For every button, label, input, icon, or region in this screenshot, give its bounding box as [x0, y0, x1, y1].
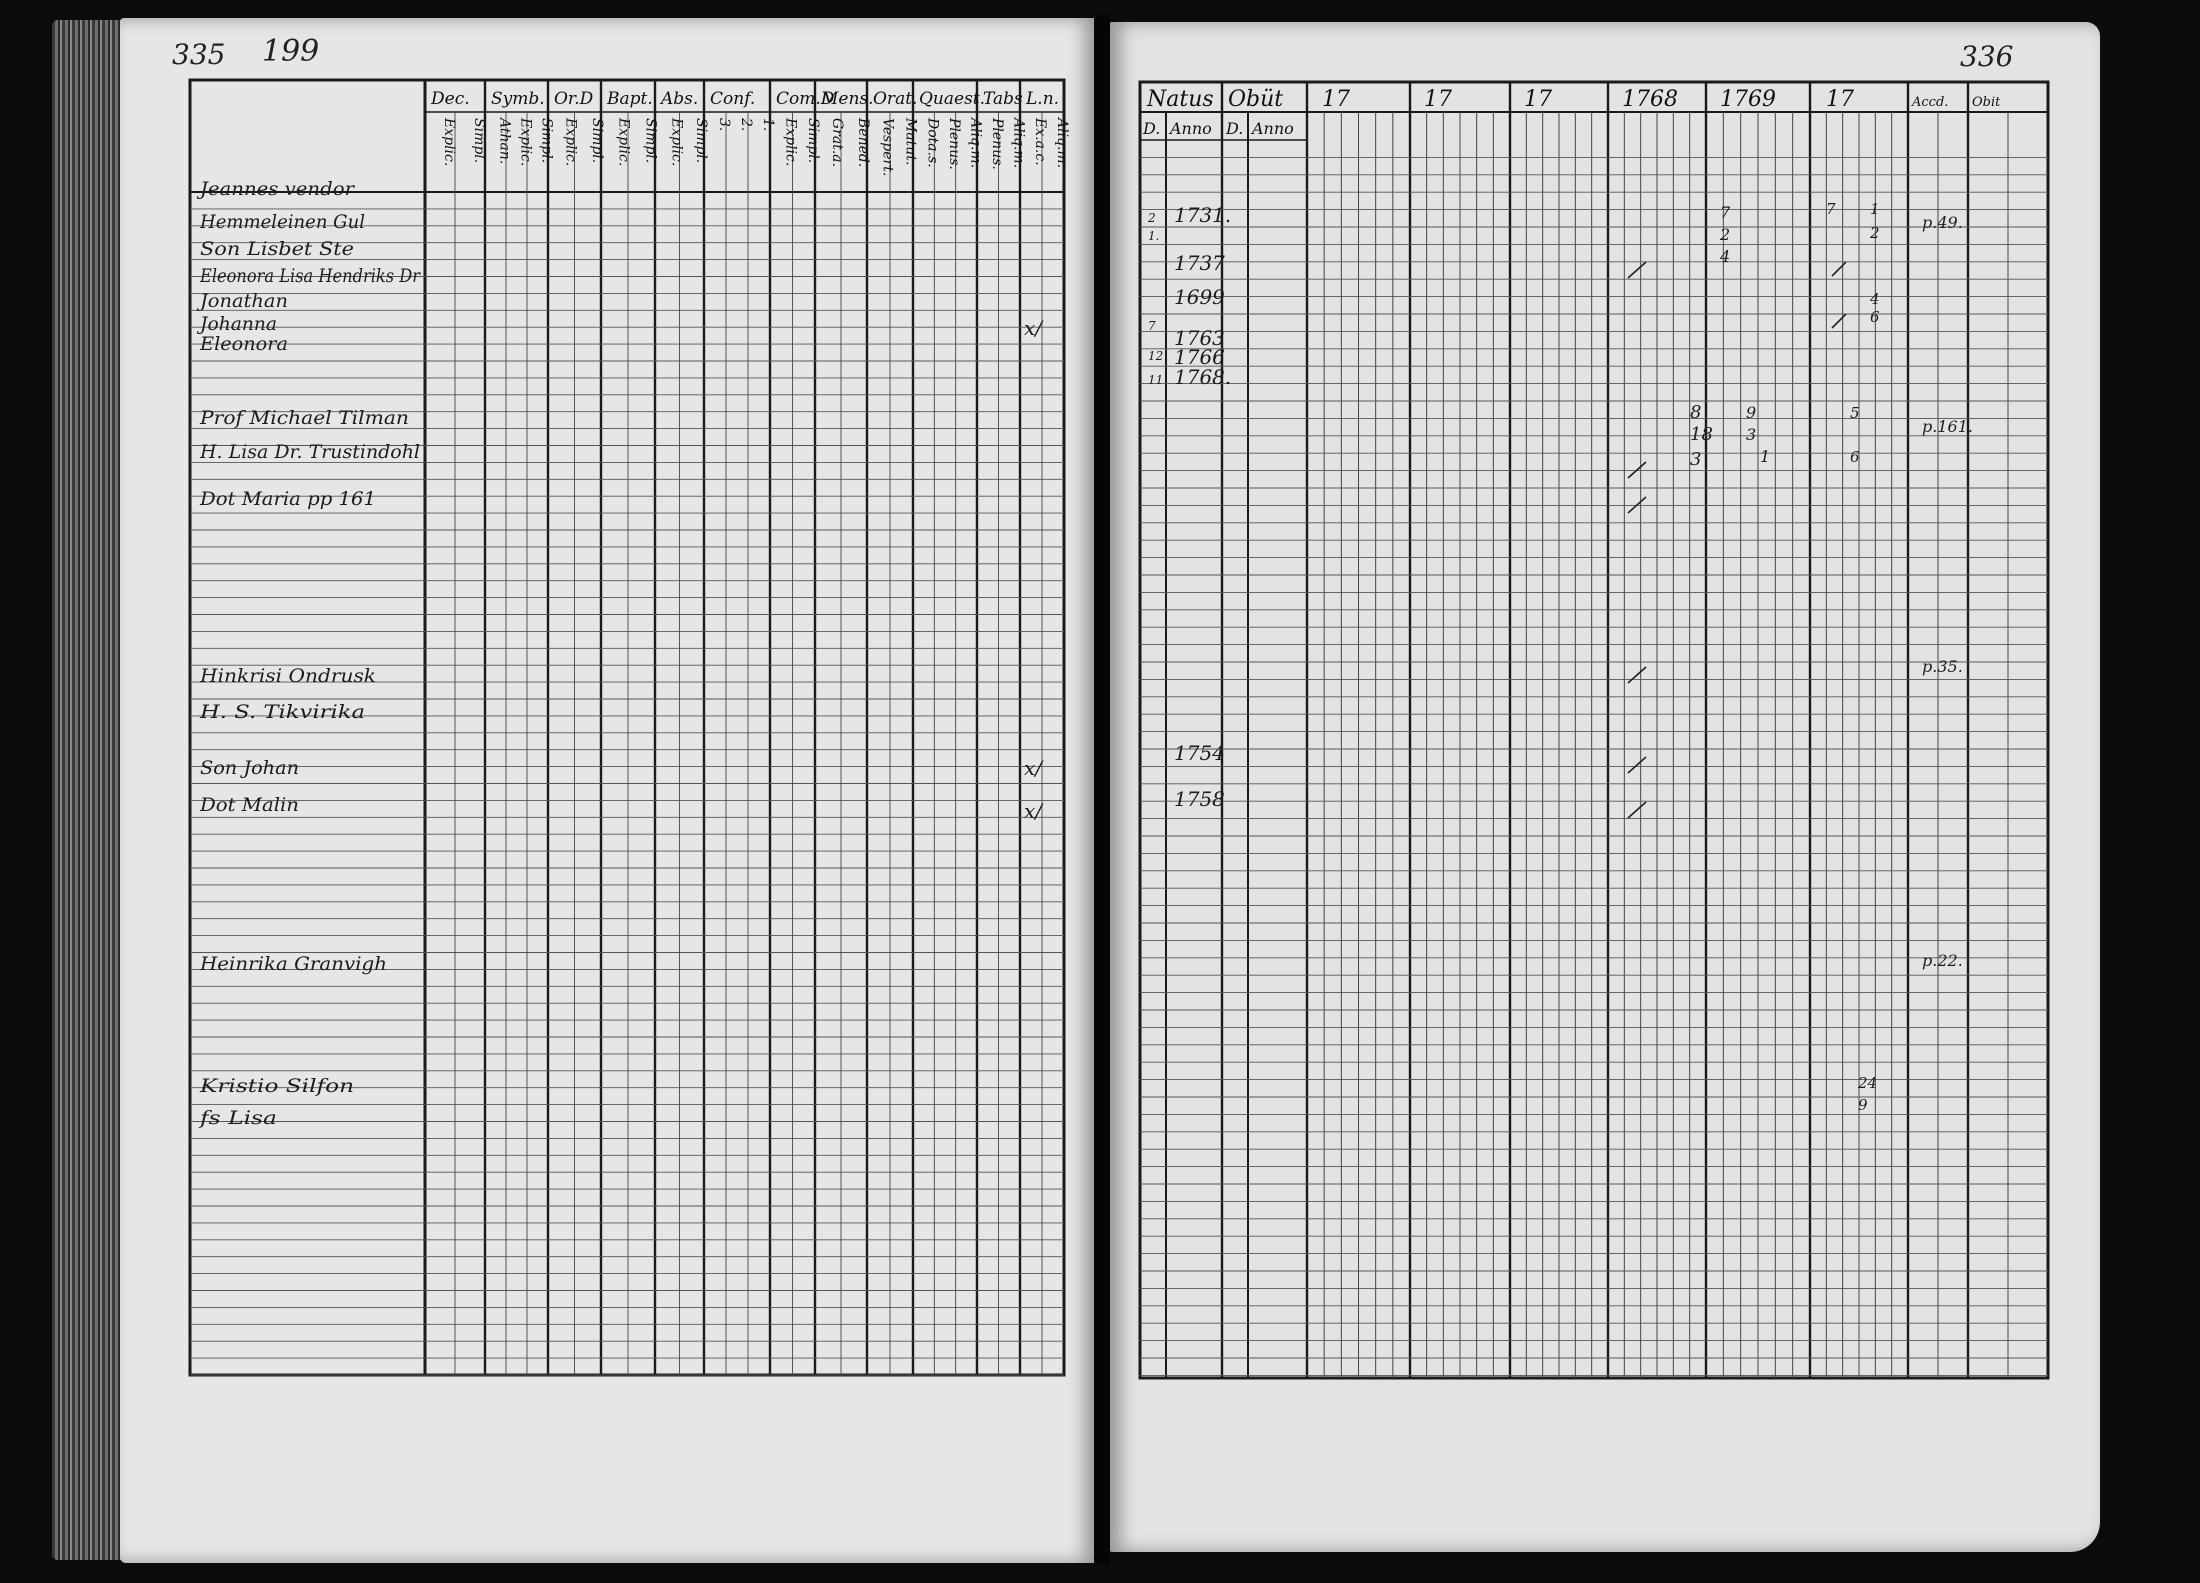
column-subheader: Vespert.: [879, 118, 896, 177]
column-header: 17: [1322, 87, 1350, 112]
birth-year: 1763: [1174, 326, 1225, 350]
entry-mark: x/: [1024, 756, 1043, 780]
mark-1769: 2: [1720, 225, 1731, 244]
entry-name: Jeannes vendor: [195, 178, 356, 200]
column-header: 17: [1524, 87, 1552, 112]
tick-mark: [1628, 802, 1646, 818]
column-header: 17: [1424, 87, 1452, 112]
entry-name: Son Lisbet Ste: [200, 238, 354, 260]
column-header: Obit: [1972, 95, 2001, 110]
column-header: Mens.: [821, 89, 874, 109]
entry-name: Dot Malin: [198, 794, 299, 816]
entry-name: Prof Michael Tilman: [198, 407, 409, 429]
column-subheader: Ex.a.c.: [1032, 118, 1048, 166]
birth-day: 12: [1148, 349, 1164, 363]
mark-17: 2: [1870, 224, 1880, 242]
tick-mark: [1628, 462, 1646, 478]
mark-1769: 3: [1746, 425, 1757, 444]
column-subheader: D.: [1143, 119, 1161, 138]
entry-name: Hinkrisi Ondrusk: [198, 665, 376, 687]
entry-name: Kristio Silfon: [198, 1075, 354, 1097]
column-header: Symb.: [491, 89, 545, 109]
column-subheader: 1.: [760, 118, 776, 132]
column-subheader: 2.: [738, 118, 754, 132]
column-header: Quaest.: [919, 89, 986, 109]
mark-17: 6: [1850, 448, 1860, 466]
tick-mark: [1832, 262, 1846, 276]
entry-name: H. Lisa Dr. Trustindohl: [199, 441, 420, 463]
column-header: Com.D: [776, 89, 835, 109]
mark-1768: 3: [1690, 449, 1702, 470]
column-subheader: Simpl.: [692, 118, 709, 164]
mark-1768: 18: [1690, 424, 1713, 445]
column-subheader: Simpl.: [642, 118, 659, 164]
column-subheader: Simpl.: [538, 118, 555, 164]
tick-mark: [1832, 314, 1846, 328]
birth-day: 11: [1148, 373, 1164, 387]
entry-name: Son Johan: [200, 757, 299, 779]
birth-year: 1766: [1174, 345, 1225, 369]
entry-name: Eleonora: [198, 333, 288, 355]
mark-17: 7: [1826, 200, 1836, 218]
page-reference: p.35.: [1922, 657, 1963, 676]
column-subheader: Anno: [1252, 119, 1294, 138]
column-subheader: D.: [1226, 119, 1244, 138]
column-header: Bapt.: [607, 89, 653, 109]
right-page-number-stamp: 336: [1960, 40, 2014, 73]
column-subheader: Aliq.m.: [967, 118, 984, 169]
entry-mark: x/: [1024, 316, 1043, 340]
mark-1768: 8: [1690, 402, 1702, 423]
birth-year: 1758: [1174, 787, 1225, 811]
column-header: Abs.: [661, 89, 699, 109]
entry-name: fs Lisa: [197, 1107, 277, 1129]
column-header: Dec.: [431, 89, 470, 109]
mark-17: 6: [1870, 308, 1880, 326]
column-header: 17: [1826, 87, 1854, 112]
column-header: 1769: [1720, 87, 1776, 112]
mark-17: 24: [1858, 1074, 1878, 1092]
tick-mark: [1628, 262, 1646, 278]
mark-17: 5: [1850, 404, 1860, 422]
mark-1769: 4: [1720, 247, 1731, 266]
mark-1769: 9: [1746, 403, 1757, 422]
column-header: Accd.: [1912, 95, 1949, 110]
column-subheader: Bened.: [855, 118, 871, 168]
column-subheader: Simpl.: [471, 118, 487, 164]
column-header: Tabs: [983, 89, 1023, 109]
column-subheader: Simpl.: [588, 118, 605, 164]
birth-year: 1768.: [1174, 365, 1232, 389]
left-page-number-stamp: 335: [172, 38, 226, 71]
birth-year: 1699: [1174, 285, 1225, 309]
mark-17: 9: [1858, 1096, 1868, 1114]
column-subheader: Explic.: [782, 118, 799, 167]
tick-mark: [1628, 667, 1646, 683]
entry-mark: x/: [1024, 799, 1043, 823]
birth-day: 1.: [1148, 229, 1160, 243]
column-header: Orat.: [873, 89, 918, 109]
column-subheader: Simpl.: [804, 118, 821, 164]
column-header: Obüt: [1228, 87, 1284, 112]
mark-17: 1: [1870, 200, 1880, 218]
birth-year: 1737: [1174, 251, 1225, 275]
column-header: 1768: [1622, 87, 1678, 112]
column-subheader: Explic.: [668, 118, 685, 167]
tick-mark: [1628, 757, 1646, 773]
page-reference: p.49.: [1922, 213, 1963, 232]
mark-1769: 1: [1760, 447, 1771, 466]
column-subheader: Grat.a.: [829, 118, 845, 168]
column-subheader: Explic.: [562, 118, 579, 167]
birth-day: 2: [1148, 211, 1156, 225]
mark-17: 4: [1870, 290, 1880, 308]
birth-year: 1731.: [1174, 203, 1232, 227]
birth-day: 7: [1148, 319, 1156, 333]
column-subheader: Anno: [1170, 119, 1212, 138]
column-header: Natus: [1147, 87, 1214, 112]
entry-name: H. S. Tikvirika: [198, 701, 365, 723]
entry-name: Jonathan: [195, 290, 288, 312]
column-subheader: Plenus.: [988, 118, 1005, 170]
column-subheader: Dota.s.: [924, 118, 941, 168]
column-subheader: Explic.: [615, 118, 632, 167]
column-header: Conf.: [710, 89, 756, 109]
entry-name: Dot Maria pp 161: [198, 488, 376, 510]
column-subheader: Athan.: [496, 118, 513, 165]
column-subheader: 3.: [716, 118, 732, 132]
column-subheader: Explic.: [517, 118, 534, 167]
birth-year: 1754: [1174, 741, 1225, 765]
column-subheader: Matut.: [902, 118, 919, 166]
column-header: L.n.: [1026, 89, 1060, 109]
mark-1769: 7: [1720, 203, 1731, 222]
column-subheader: Aliq.m.: [1054, 118, 1070, 169]
entry-name: Heinrika Granvigh: [198, 953, 387, 975]
column-subheader: Aliq.m.: [1010, 118, 1027, 169]
column-subheader: Plenus.: [946, 118, 962, 170]
entry-name: Hemmeleinen Gul: [199, 211, 365, 233]
page-reference: p.22.: [1922, 951, 1963, 970]
entry-name: Johanna: [196, 313, 277, 335]
page-reference: p.161.: [1922, 417, 1973, 436]
column-header: Or.D: [554, 89, 594, 109]
entry-name: Eleonora Lisa Hendriks Dr: [199, 265, 422, 287]
column-subheader: Explic.: [441, 118, 457, 167]
left-page-number-handwritten: 199: [262, 34, 320, 69]
